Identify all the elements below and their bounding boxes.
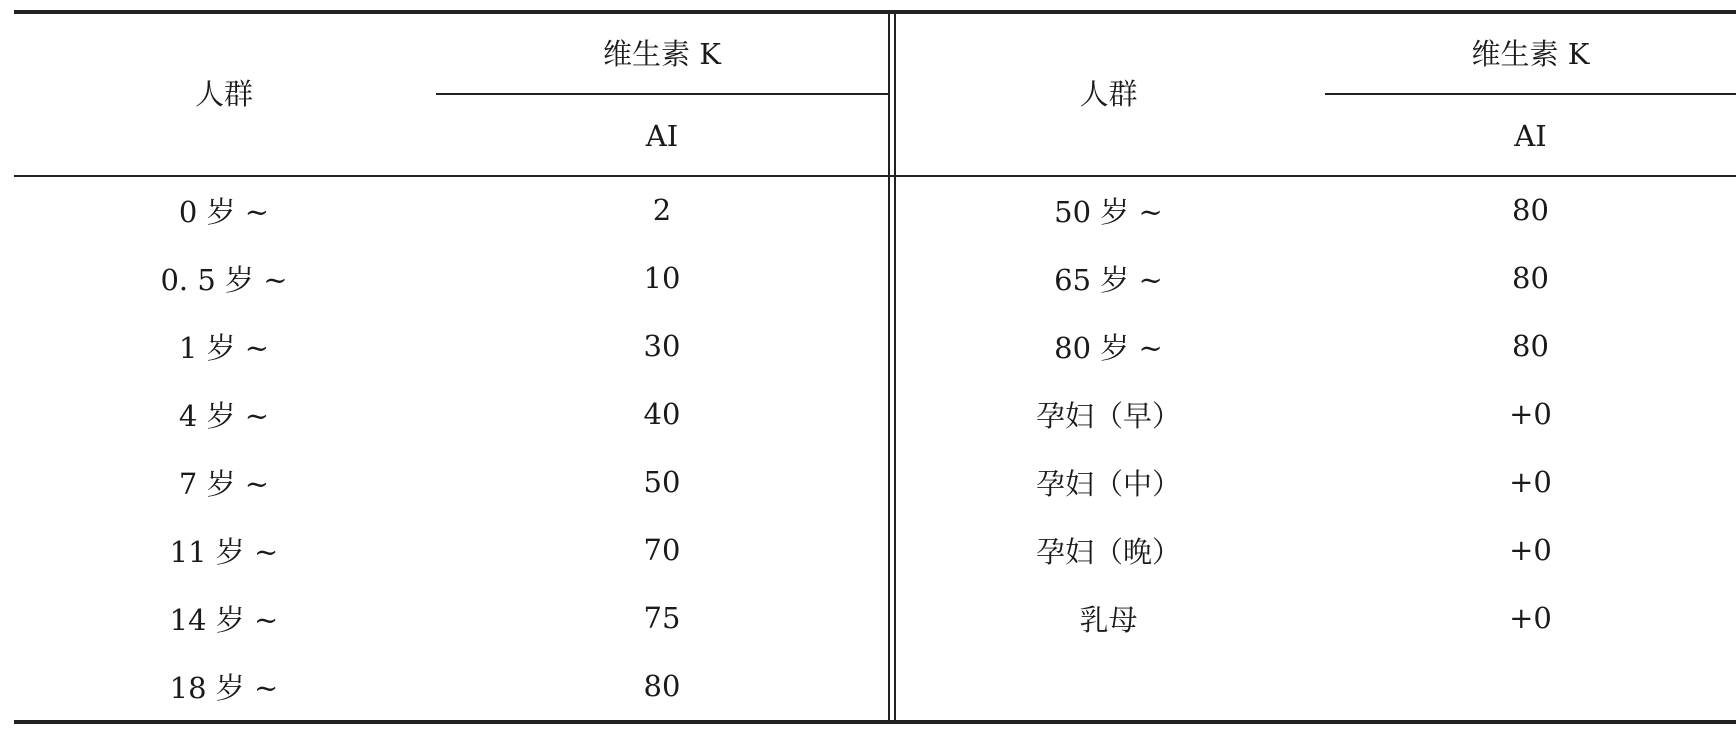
table-cell-group: 7 岁 ~	[178, 466, 270, 501]
table-cell-group: 50 岁 ~	[1054, 194, 1163, 229]
table-bottom-rule	[14, 720, 1736, 724]
table-cell-value: +0	[1509, 465, 1552, 499]
table-cell-value: 50	[643, 465, 681, 499]
table-cell-value: 2	[652, 193, 672, 227]
table-cell-group: 65 岁 ~	[1054, 262, 1163, 297]
table-cell-value: 80	[1512, 193, 1549, 227]
header-ai-right: AI	[1514, 119, 1547, 153]
table-cell-value: 75	[643, 601, 681, 635]
table-cell-group: 11 岁 ~	[169, 534, 279, 569]
table-cell-group: 孕妇（早）	[1035, 398, 1181, 433]
table-cell-group: 14 岁 ~	[169, 602, 279, 637]
table-cell-value: 80	[1512, 261, 1549, 295]
column-separator-line-1	[888, 10, 890, 724]
table-cell-group: 80 岁 ~	[1054, 330, 1163, 365]
header-group-left: 人群	[194, 76, 253, 111]
table-cell-value: 80	[1512, 329, 1549, 363]
header-sub-rule-left	[436, 93, 888, 95]
header-bottom-rule	[14, 175, 1736, 177]
table-cell-group: 4 岁 ~	[178, 398, 270, 433]
table-cell-value: +0	[1509, 533, 1552, 567]
header-ai-left: AI	[645, 119, 679, 153]
table-cell-value	[1325, 656, 1736, 716]
header-sub-rule-right	[1325, 93, 1736, 95]
table-cell-value: 30	[643, 329, 681, 363]
table-cell-value: +0	[1509, 397, 1552, 431]
table-top-rule	[14, 10, 1736, 14]
table-cell-group	[896, 656, 1321, 716]
table-cell-group: 孕妇（中）	[1035, 466, 1181, 501]
table-cell-group: 0. 5 岁 ~	[160, 262, 288, 297]
table-cell-group: 18 岁 ~	[169, 670, 279, 705]
table-cell-value: 10	[643, 261, 681, 295]
table-cell-group: 0 岁 ~	[178, 194, 270, 229]
table-cell-group: 1 岁 ~	[178, 330, 270, 365]
table-cell-value: 40	[643, 397, 681, 431]
table-cell-value: +0	[1509, 601, 1552, 635]
table-cell-value: 70	[643, 533, 681, 567]
table-cell-group: 孕妇（晚）	[1035, 534, 1181, 569]
table-cell-group: 乳母	[1079, 602, 1138, 637]
header-group-right: 人群	[1079, 76, 1138, 111]
header-vitamin-left: 维生素 K	[603, 36, 721, 71]
table-cell-value: 80	[643, 669, 681, 703]
header-vitamin-right: 维生素 K	[1471, 36, 1590, 71]
